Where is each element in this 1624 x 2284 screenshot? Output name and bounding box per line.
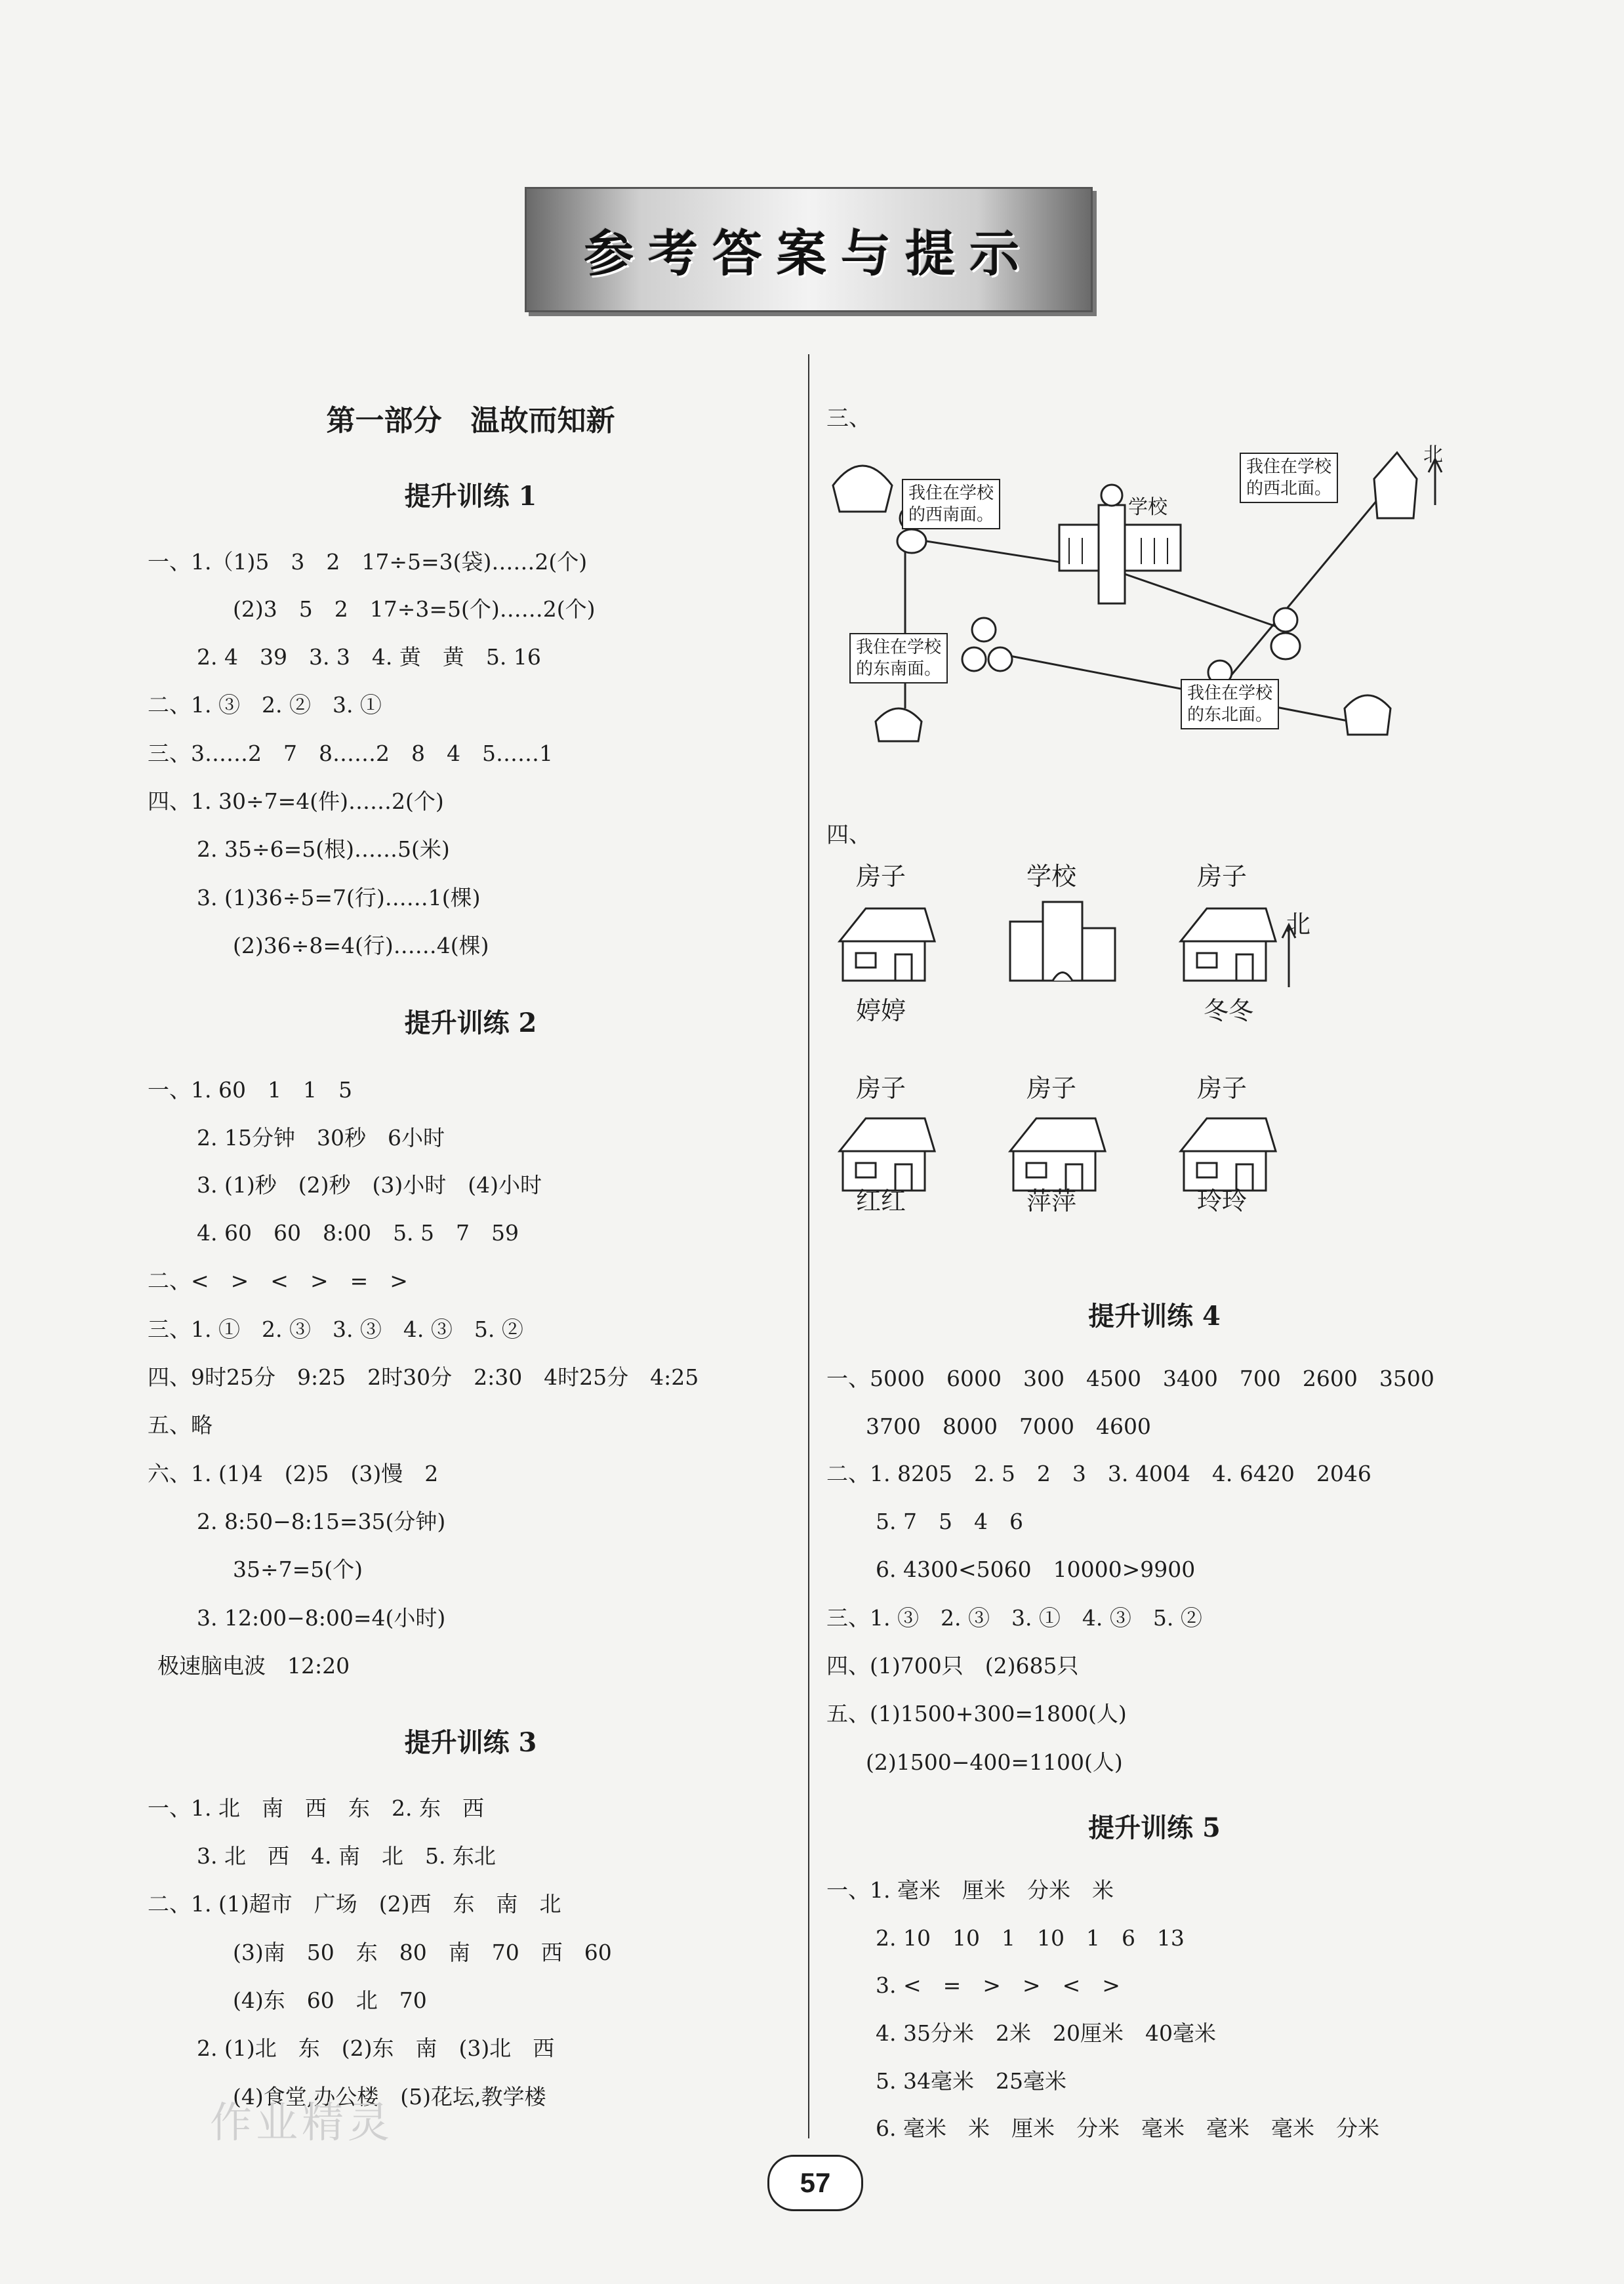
house-label: 房子: [1026, 1074, 1077, 1103]
answer-line: 2. 10 10 1 10 1 6 13: [876, 1925, 1185, 1951]
page-title: 参考答案与提示: [584, 224, 1034, 283]
answer-line: 四、(1)700只 (2)685只: [826, 1653, 1079, 1679]
answer-line: 一、1. 北 南 西 东 2. 东 西: [148, 1795, 484, 1821]
resident-name: 红红: [856, 1187, 906, 1215]
answer-line: 5. 7 5 4 6: [876, 1509, 1023, 1534]
map-school-label: 学校: [1128, 496, 1167, 519]
answer-line: 4. 35分米 2米 20厘米 40毫米: [876, 2020, 1216, 2046]
resident-name: 冬冬: [1204, 996, 1254, 1025]
house-label: 房子: [856, 1074, 906, 1103]
answer-line: 五、(1)1500+300=1800(人): [826, 1701, 1127, 1726]
answer-line: 4. 60 60 8:00 5. 5 7 59: [197, 1220, 519, 1246]
section-title-4: 提升训练 4: [1088, 1301, 1221, 1332]
answer-line: 三、3……2 7 8……2 8 4 5……1: [148, 741, 553, 766]
map-north-label: 北: [1423, 443, 1443, 466]
answer-line: 6. 4300<5060 10000>9900: [876, 1557, 1196, 1582]
speech-bubble-northeast: 我住在学校 的东北面。: [1181, 679, 1279, 729]
watermark-stamp: 作业精灵: [210, 2099, 394, 2148]
answer-line: 6. 毫米 米 厘米 分米 毫米 毫米 毫米 分米: [876, 2115, 1379, 2141]
answer-line: 六、1. (1)4 (2)5 (3)慢 2: [148, 1461, 439, 1486]
answer-line: 四、1. 30÷7=4(件)……2(个): [148, 788, 444, 814]
section-title-2: 提升训练 2: [404, 1008, 537, 1038]
answer-line: 3700 8000 7000 4600: [866, 1414, 1151, 1439]
speech-bubble-southwest: 我住在学校 的西南面。: [902, 479, 1000, 529]
answer-line: 35÷7=5(个): [233, 1557, 363, 1582]
answer-line: 三、1. ① 2. ③ 3. ③ 4. ③ 5. ②: [148, 1316, 523, 1342]
answer-line: 3. 北 西 4. 南 北 5. 东北: [197, 1843, 496, 1869]
section-title-1: 提升训练 1: [404, 481, 537, 512]
question-4-label: 四、: [826, 822, 871, 848]
section-title-3: 提升训练 3: [404, 1727, 537, 1758]
column-divider: [808, 354, 809, 2138]
answer-line: (2)1500−400=1100(人): [866, 1749, 1123, 1775]
school-building-icon: [997, 895, 1128, 984]
house-label: 房子: [1197, 862, 1248, 891]
house-icon: [826, 902, 938, 984]
answer-line: 3. 12:00−8:00=4(小时): [197, 1605, 446, 1631]
north-label: 北: [1286, 910, 1311, 939]
house-label: 房子: [856, 862, 906, 891]
answer-line: 2. 8:50−8:15=35(分钟): [197, 1509, 446, 1534]
answer-line: 极速脑电波 12:20: [157, 1653, 350, 1679]
house-icon: [1167, 902, 1279, 984]
north-arrow-icon: [1279, 918, 1299, 990]
resident-name: 玲玲: [1197, 1187, 1248, 1215]
resident-name: 萍萍: [1026, 1187, 1077, 1215]
answer-line: 一、1. 毫米 厘米 分米 米: [826, 1877, 1114, 1903]
answer-line: 一、1.（1)5 3 2 17÷5=3(袋)……2(个): [148, 549, 588, 575]
section-title-5: 提升训练 5: [1088, 1812, 1221, 1843]
answer-line: 2. 4 39 3. 3 4. 黄 黄 5. 16: [197, 644, 541, 670]
answer-line: 二、1. ③ 2. ② 3. ①: [148, 692, 382, 718]
page-title-box: [525, 187, 1093, 312]
house-label: 房子: [1197, 1074, 1248, 1103]
answer-line: 3. (1)秒 (2)秒 (3)小时 (4)小时: [197, 1172, 542, 1198]
resident-name: 婷婷: [856, 996, 906, 1025]
answer-line: (4)食堂,办公楼 (5)花坛,教学楼: [233, 2084, 546, 2110]
answer-line: 四、9时25分 9:25 2时30分 2:30 4时25分 4:25: [148, 1364, 699, 1390]
answer-line: 2. 15分钟 30秒 6小时: [197, 1125, 445, 1151]
speech-bubble-southeast: 我住在学校 的东南面。: [849, 633, 948, 683]
answer-line: (4)东 60 北 70: [233, 1988, 427, 2013]
speech-bubble-northwest: 我住在学校 的西北面。: [1240, 453, 1338, 503]
answer-line: 5. 34毫米 25毫米: [876, 2068, 1066, 2094]
answer-line: 一、5000 6000 300 4500 3400 700 2600 3500: [826, 1366, 1434, 1391]
answer-line: 三、1. ③ 2. ③ 3. ① 4. ③ 5. ②: [826, 1605, 1202, 1631]
answer-line: 2. (1)北 东 (2)东 南 (3)北 西: [197, 2035, 555, 2061]
answer-line: 3. < = > > < >: [876, 1972, 1120, 1998]
answer-line: (2)3 5 2 17÷3=5(个)……2(个): [233, 596, 596, 622]
school-label: 学校: [1026, 862, 1077, 891]
answer-line: 二、1. (1)超市 广场 (2)西 东 南 北: [148, 1891, 561, 1917]
question-3-label: 三、: [826, 405, 871, 432]
answer-line: 二、1. 8205 2. 5 2 3 3. 4004 4. 6420 2046: [826, 1461, 1371, 1486]
answer-line: (3)南 50 东 80 南 70 西 60: [233, 1940, 612, 1965]
part-title: 第一部分 温故而知新: [326, 404, 615, 438]
answer-line: 3. (1)36÷5=7(行)……1(棵): [197, 885, 481, 910]
answer-line: 五、略: [148, 1412, 213, 1438]
page-number: 57: [767, 2155, 863, 2211]
answer-line: 2. 35÷6=5(根)……5(米): [197, 836, 450, 862]
answer-line: 一、1. 60 1 1 5: [148, 1077, 352, 1103]
answer-line: 二、< > < > = >: [148, 1268, 408, 1294]
answer-line: (2)36÷8=4(行)……4(棵): [233, 933, 489, 958]
